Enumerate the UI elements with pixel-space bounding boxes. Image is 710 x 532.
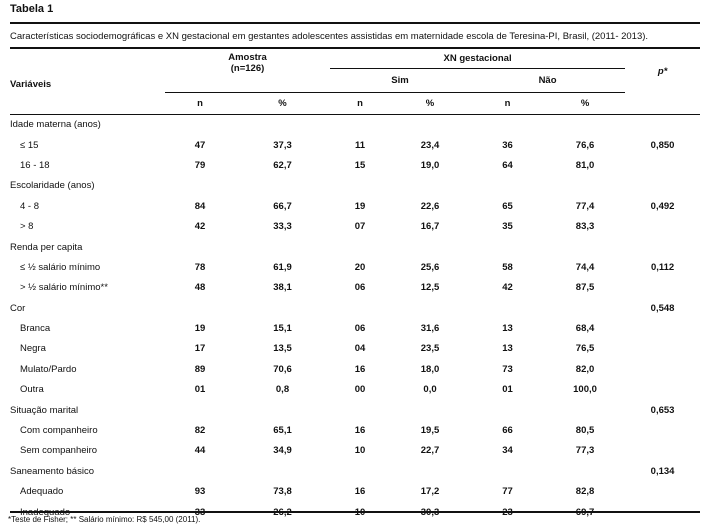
table-row [10,278,700,298]
table-row [10,359,700,379]
cell-label: Adequado [20,486,64,498]
cell-nn: 77 [502,486,513,498]
group-row [10,115,700,135]
cell-empty [545,461,625,481]
cell-n: 42 [194,221,206,233]
header-p: p* [657,65,668,77]
cell-empty [235,176,330,196]
cell-label: Renda per capita [10,241,83,253]
cell-spct: 19,5 [420,425,440,437]
cell-nn: 66 [502,425,513,437]
cell-empty [165,237,235,257]
cell-empty [470,400,545,420]
cell-empty [165,115,235,135]
cell-p [625,115,700,135]
cell-n: 82 [194,425,206,437]
cell-pct: 62,7 [273,159,292,171]
cell-label: 16 - 18 [20,159,50,171]
cell-pct: 34,9 [273,445,292,457]
cell-label: Cor [10,302,26,314]
table-title: Tabela 1 [10,3,54,15]
cell-p [625,318,700,338]
cell-p: 0,548 [650,302,675,314]
cell-pct: 33,3 [273,221,292,233]
table-row [10,155,700,175]
cell-empty [330,237,390,257]
group-row [10,461,700,481]
cell-label: Sem companheiro [20,445,98,457]
header-pct: % [580,98,590,109]
cell-empty [165,176,235,196]
cell-pct: 38,1 [273,282,292,294]
cell-empty [330,176,390,196]
group-row [10,237,700,257]
cell-spct: 23,4 [420,139,440,151]
table-row [10,318,700,338]
cell-empty [545,237,625,257]
cell-p [625,441,700,461]
cell-pct: 70,6 [273,363,292,375]
cell-p [625,278,700,298]
cell-sn: 16 [354,363,366,375]
cell-spct: 22,6 [420,200,440,212]
group-row [10,400,700,420]
cell-sn: 15 [354,159,366,171]
cell-nn: 73 [502,363,513,375]
cell-empty [390,400,470,420]
cell-label: Branca [20,323,51,335]
cell-npct: 77,3 [575,445,595,457]
cell-sn: 16 [354,486,366,498]
cell-nn: 13 [502,323,513,335]
cell-npct: 74,4 [575,261,595,273]
cell-spct: 22,7 [420,445,440,457]
cell-p: 0,850 [650,139,675,151]
cell-empty [545,400,625,420]
cell-npct: 80,5 [575,425,595,437]
table-row [10,216,700,236]
cell-npct: 83,3 [575,221,595,233]
cell-empty [390,461,470,481]
cell-empty [390,298,470,318]
header-no: Não [538,74,557,86]
divider [10,47,700,49]
cell-sn: 06 [354,282,366,294]
table-row [10,420,700,440]
divider [10,511,700,513]
header-xn: XN gestacional [330,50,625,68]
cell-npct: 100,0 [573,384,597,396]
table-row [10,257,700,277]
cell-p [625,216,700,236]
cell-sn: 00 [354,384,366,396]
cell-spct: 17,2 [420,486,440,498]
cell-p [625,380,700,400]
cell-p [625,176,700,196]
cell-spct: 23,5 [420,343,440,355]
cell-sn: 20 [354,261,366,273]
cell-pct: 13,5 [273,343,292,355]
cell-empty [165,298,235,318]
header-n: n [357,98,363,109]
cell-empty [165,400,235,420]
cell-spct: 31,6 [420,323,440,335]
cell-sn: 07 [354,221,366,233]
cell-empty [330,115,390,135]
cell-n: 78 [194,261,206,273]
cell-npct: 87,5 [575,282,595,294]
header-n: n [197,98,203,109]
header-sample-n: (n=126) [230,63,265,74]
cell-p: 0,134 [650,465,675,477]
cell-spct: 0,0 [423,384,437,396]
cell-empty [390,237,470,257]
cell-sn: 06 [354,323,366,335]
cell-spct: 25,6 [420,261,440,273]
cell-npct: 82,8 [575,486,595,498]
cell-empty [235,461,330,481]
cell-n: 47 [194,139,206,151]
cell-empty [470,176,545,196]
cell-n: 48 [194,282,206,294]
cell-p [625,339,700,359]
data-table [10,50,700,522]
cell-empty [330,400,390,420]
cell-n: 01 [194,384,206,396]
cell-label: 4 - 8 [20,200,40,212]
cell-p [625,237,700,257]
table-row [10,339,700,359]
cell-npct: 82,0 [575,363,595,375]
cell-empty [470,115,545,135]
cell-spct: 12,5 [420,282,440,294]
header-variables: Variáveis [10,79,52,90]
cell-label: ≤ 15 [20,139,39,151]
cell-p [625,155,700,175]
cell-p: 0,653 [650,404,675,416]
cell-npct: 76,6 [575,139,595,151]
cell-nn: 42 [502,282,513,294]
table-row [10,196,700,216]
cell-empty [235,400,330,420]
cell-empty [390,115,470,135]
cell-npct: 77,4 [575,200,595,212]
header-yes: Sim [391,74,409,86]
cell-n: 44 [194,445,206,457]
cell-n: 89 [194,363,206,375]
footnote: *Teste de Fisher; ** Salário mínimo: R$ 545,00 (2011). [8,515,201,524]
table-row [10,135,700,155]
cell-npct: 81,0 [575,159,595,171]
group-row [10,176,700,196]
group-row [10,298,700,318]
cell-sn: 11 [354,139,366,151]
cell-nn: 64 [502,159,513,171]
cell-n: 19 [194,323,206,335]
table-row [10,482,700,502]
cell-label: Saneamento básico [10,465,94,477]
cell-nn: 34 [502,445,513,457]
cell-empty [390,176,470,196]
header-n: n [504,98,511,109]
cell-sn: 10 [354,445,366,457]
cell-label: Com companheiro [20,425,98,437]
cell-label: Idade materna (anos) [10,119,101,131]
table-caption: Características sociodemográficas e XN gestacional em gestantes adolescentes assistidas em maternidade escola de Teresina-PI, Brasil, (2011- 2013). [10,31,649,42]
cell-empty [235,115,330,135]
cell-empty [545,115,625,135]
cell-nn: 58 [502,261,513,273]
cell-n: 84 [194,200,206,212]
cell-npct: 76,5 [575,343,595,355]
cell-label: Escolaridade (anos) [10,180,95,192]
cell-pct: 15,1 [273,323,292,335]
cell-nn: 35 [502,221,513,233]
cell-p: 0,492 [650,200,675,212]
cell-label: > 8 [20,221,34,233]
cell-p [625,359,700,379]
cell-label: Mulato/Pardo [20,363,77,375]
cell-sn: 04 [354,343,366,355]
cell-pct: 0,8 [275,384,290,396]
cell-p [625,482,700,502]
cell-empty [470,237,545,257]
header-pct: % [278,98,287,109]
cell-empty [545,298,625,318]
table-row [10,441,700,461]
cell-n: 17 [194,343,206,355]
cell-spct: 19,0 [420,159,440,171]
cell-empty [470,298,545,318]
cell-label: Negra [20,343,46,355]
cell-label: Outra [20,384,44,396]
cell-n: 79 [194,159,206,171]
cell-empty [545,176,625,196]
cell-spct: 18,0 [420,363,440,375]
cell-sn: 16 [354,425,366,437]
cell-pct: 73,8 [273,486,292,498]
cell-pct: 37,3 [273,139,292,151]
cell-pct: 65,1 [273,425,292,437]
cell-label: > ½ salário mínimo** [20,282,108,294]
cell-pct: 66,7 [273,200,292,212]
cell-label: ≤ ½ salário mínimo [20,261,101,273]
cell-label: Situação marital [10,404,79,416]
cell-n: 93 [194,486,206,498]
header-sample [165,50,330,92]
cell-npct: 68,4 [575,323,595,335]
cell-p [625,420,700,440]
header-sample-label: Amostra [228,52,267,63]
cell-nn: 13 [502,343,513,355]
cell-pct: 61,9 [273,261,292,273]
cell-spct: 16,7 [420,221,440,233]
cell-nn: 36 [502,139,513,151]
header-pct: % [425,98,435,109]
table-row [10,380,700,400]
cell-nn: 01 [502,384,513,396]
cell-nn: 65 [502,200,513,212]
cell-empty [235,298,330,318]
divider [10,22,700,24]
cell-sn: 19 [354,200,366,212]
cell-empty [330,461,390,481]
cell-empty [470,461,545,481]
cell-empty [165,461,235,481]
cell-empty [235,237,330,257]
cell-empty [330,298,390,318]
cell-p: 0,112 [650,261,675,273]
